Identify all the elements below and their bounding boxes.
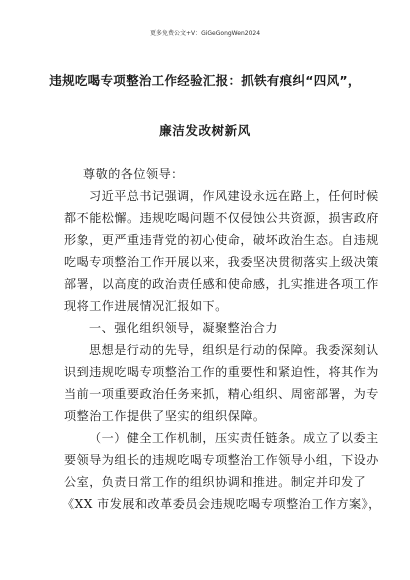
document-title-line-2: 廉洁发改树新风 (159, 123, 251, 138)
paragraph-line: 现将工作进展情况汇报如下。 (64, 299, 228, 313)
paragraph-line: 项整治工作提供了坚实的组织保障。 (64, 409, 266, 423)
paragraph-line: 思想是行动的先导，组织是行动的保障。我委深刻认 (89, 343, 379, 357)
paragraph-line: 习近平总书记强调，作风建设永远在路上，任何时候 (89, 189, 379, 203)
salutation: 尊敬的各位领导： (83, 167, 184, 181)
paragraph-line: 当前一项重要政治任务来抓，精心组织、周密部署，为专 (64, 387, 379, 401)
document-title-line-1: 违规吃喝专项整治工作经验汇报：抓铁有痕纠“四风”， (49, 73, 361, 88)
paragraph-line: 都不能松懈。违规吃喝问题不仅侵蚀公共资源，损害政府 (64, 211, 379, 225)
paragraph-line: 识到违规吃喝专项整治工作的重要性和紧迫性，将其作为 (64, 365, 379, 379)
subsection-line: （一）健全工作机制，压实责任链条。成立了以委主 (89, 431, 379, 445)
header-note: 更多免费公文+V：GiGeGongWen2024 (149, 30, 261, 37)
paragraph-line: 部署，以高度的政治责任感和使命感，扎实推进各项工作 (64, 277, 379, 291)
paragraph-line: 吃喝专项整治工作开展以来，我委坚决贯彻落实上级决策 (64, 255, 379, 269)
paragraph-line: 公室，负责日常工作的组织协调和推进。制定并印发了 (64, 475, 367, 489)
paragraph-line: 《XX 市发展和改革委员会违规吃喝专项整治工作方案》， (62, 497, 381, 511)
paragraph-line: 要领导为组长的违规吃喝专项整治工作领导小组，下设办 (64, 453, 379, 467)
section-heading: 一、强化组织领导，凝聚整治合力 (89, 321, 278, 335)
paragraph-line: 形象，更严重违背党的初心使命，破坏政治生态。自违规 (64, 233, 379, 247)
